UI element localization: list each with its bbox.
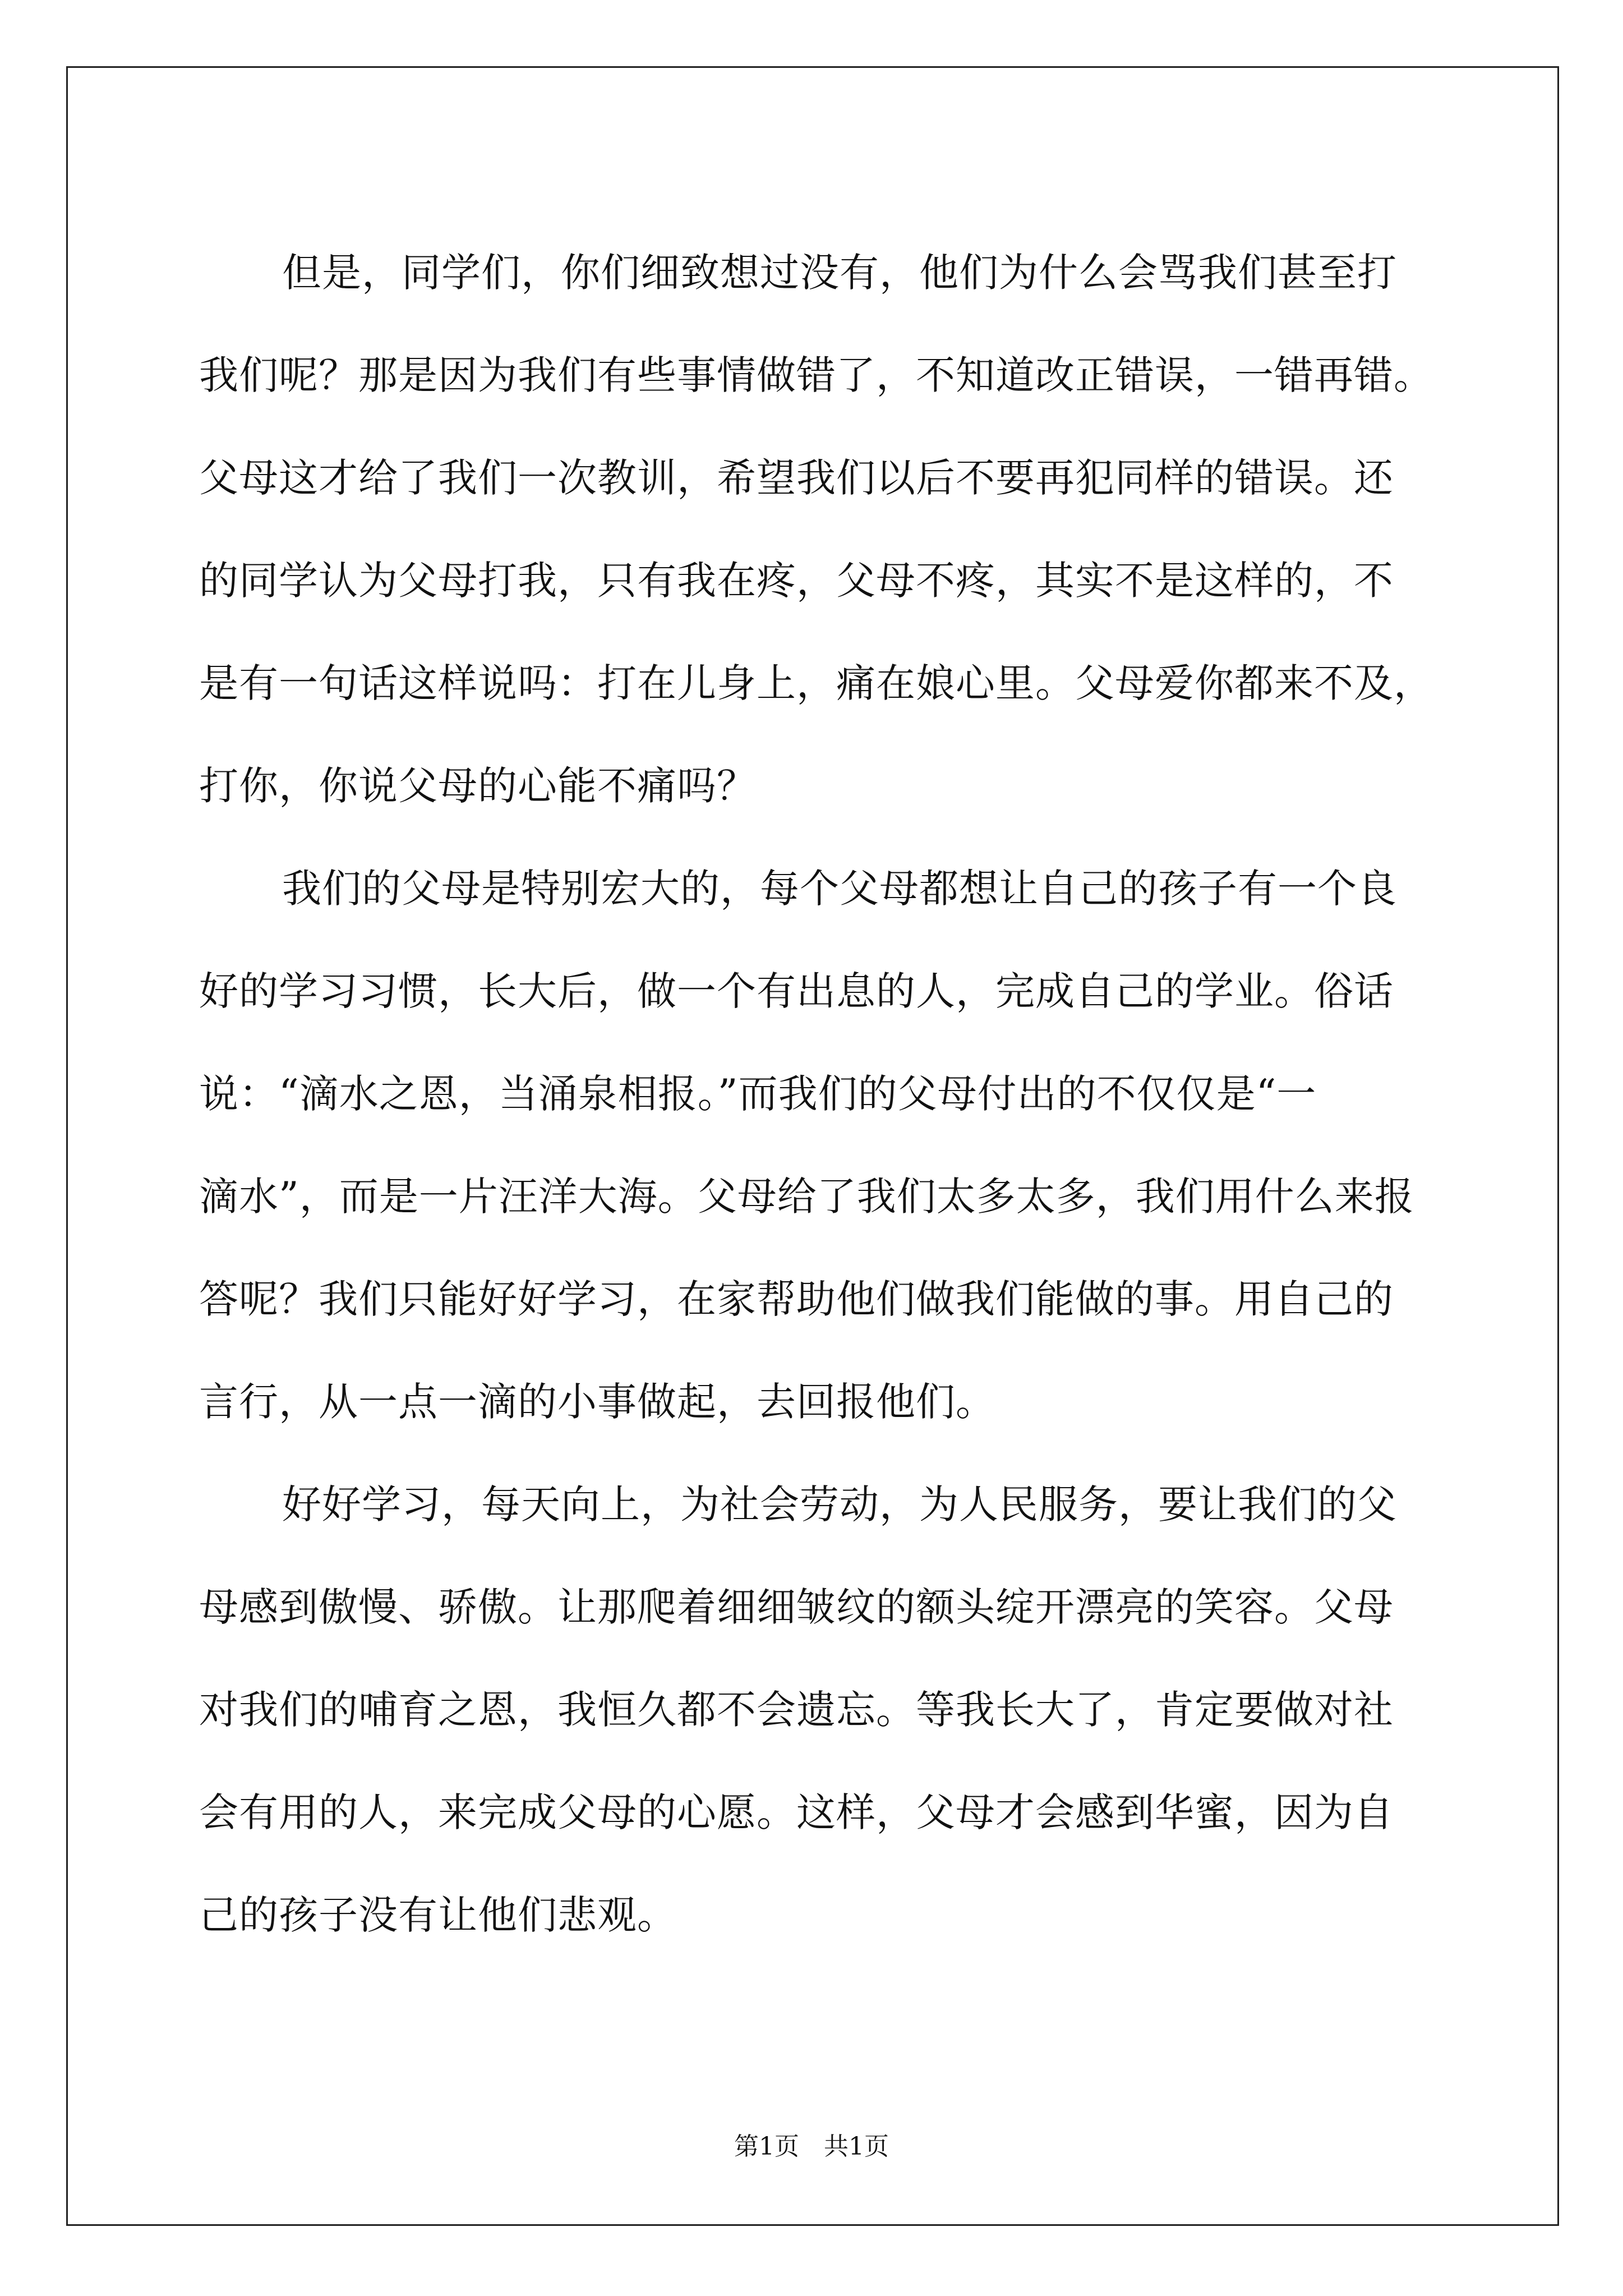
text-line: 我们的父母是特别宏大的，每个父母都想让自己的孩子有一个良 (282, 866, 1397, 912)
text-line: 滴水”，而是一片汪洋大海。父母给了我们太多太多，我们用什么来报 (199, 1174, 1414, 1220)
text-line: 父母这才给了我们一次教训，希望我们以后不要再犯同样的错误。还 (199, 455, 1394, 501)
text-line: 母感到傲慢、骄傲。让那爬着细细皱纹的额头绽开漂亮的笑容。父母 (199, 1584, 1394, 1630)
text-line: 打你，你说父母的心能不痛吗？ (199, 763, 757, 809)
text-line: 好的学习习惯，长大后，做一个有出息的人，完成自己的学业。俗话 (199, 968, 1394, 1014)
text-line: 己的孩子没有让他们悲观。 (199, 1892, 677, 1938)
paragraph-1 (199, 222, 1433, 838)
text-line: 好好学习，每天向上，为社会劳动，为人民服务，要让我们的父 (282, 1481, 1397, 1527)
page-footer: 第1页 共1页 (734, 2132, 889, 2161)
text-line: 但是，同学们，你们细致想过没有，他们为什么会骂我们甚至打 (282, 250, 1397, 296)
paragraph-2 (199, 838, 1427, 1453)
text-line: 是有一句话这样说吗：打在儿身上，痛在娘心里。父母爱你都来不及， (199, 660, 1433, 706)
text-line: 说：“滴水之恩，当涌泉相报。”而我们的父母付出的不仅仅是“一 (199, 1071, 1317, 1117)
text-line: 言行，从一点一滴的小事做起，去回报他们。 (199, 1379, 995, 1425)
text-line: 的同学认为父母打我，只有我在疼，父母不疼，其实不是这样的，不 (199, 558, 1394, 604)
text-line: 答呢？我们只能好好学习，在家帮助他们做我们能做的事。用自己的 (199, 1276, 1394, 1322)
text-line: 我们呢？那是因为我们有些事情做错了，不知道改正错误，一错再错。 (199, 352, 1433, 398)
text-line: 对我们的哺育之恩，我恒久都不会遗忘。等我长大了，肯定要做对社 (199, 1687, 1394, 1733)
document-body (199, 222, 1433, 1967)
paragraph-3 (199, 1453, 1427, 1967)
text-line: 会有用的人，来完成父母的心愿。这样，父母才会感到华蜜，因为自 (199, 1789, 1394, 1835)
